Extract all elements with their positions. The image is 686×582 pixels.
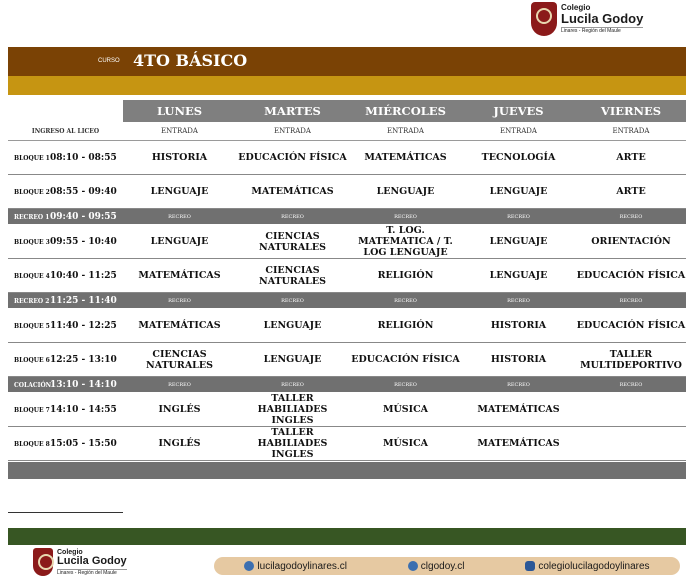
- subject-cell: LENGUAJE: [236, 309, 349, 343]
- subject-cell: CIENCIAS NATURALES: [236, 259, 349, 293]
- day-header-row: [8, 100, 686, 122]
- day-header: JUEVES: [462, 100, 575, 122]
- break-cell: RECREO: [123, 209, 236, 225]
- subject-cell: MÚSICA: [349, 427, 462, 461]
- time-slot-label: [8, 377, 123, 393]
- slot-time: 14:10 - 14:55: [50, 404, 117, 415]
- course-label: CURSO: [98, 58, 120, 64]
- slot-name: COLACIÓN: [14, 381, 52, 389]
- time-slot-label: [8, 259, 123, 293]
- subject-cell: MATEMÁTICAS: [462, 393, 575, 427]
- subject-cell: EDUCACIÓN FÍSICA: [236, 141, 349, 175]
- break-cell: RECREO: [575, 377, 686, 393]
- time-slot-label: [8, 427, 123, 461]
- slot-time: 09:40 - 09:55: [50, 211, 117, 222]
- entry-cell: ENTRADA: [236, 122, 349, 141]
- slot-name: BLOQUE 6: [14, 356, 50, 364]
- subject-cell: ARTE: [575, 141, 686, 175]
- break-cell: RECREO: [349, 209, 462, 225]
- subject-cell: MATEMÁTICAS: [123, 259, 236, 293]
- time-slot-label: [8, 343, 123, 377]
- block-row: [8, 343, 686, 377]
- slot-time: 11:40 - 12:25: [50, 320, 117, 331]
- block-row: [8, 309, 686, 343]
- school-logo-top: [531, 2, 643, 36]
- website-text-2: clgodoy.cl: [420, 560, 465, 572]
- slot-name: BLOQUE 2: [14, 188, 50, 196]
- subject-cell: LENGUAJE: [462, 225, 575, 259]
- day-header: LUNES: [123, 100, 236, 122]
- entry-cell: ENTRADA: [349, 122, 462, 141]
- instagram-text: colegiolucilagodoylinares: [538, 560, 650, 572]
- block-row: [8, 141, 686, 175]
- subject-cell: ORIENTACIÓN: [575, 225, 686, 259]
- subject-cell: HISTORIA: [123, 141, 236, 175]
- subject-cell: INGLÉS: [123, 427, 236, 461]
- website-text: lucilagodoylinares.cl: [257, 560, 347, 572]
- subject-cell: MATEMÁTICAS: [236, 175, 349, 209]
- block-row: [8, 225, 686, 259]
- break-row: [8, 293, 686, 309]
- logo-line3: Linares - Región del Maule: [57, 569, 127, 576]
- block-row: [8, 393, 686, 427]
- time-slot-label: [8, 141, 123, 175]
- slot-name: RECREO 1: [14, 213, 50, 221]
- subject-cell: EDUCACIÓN FÍSICA: [575, 259, 686, 293]
- subject-cell: RELIGIÓN: [349, 259, 462, 293]
- break-cell: RECREO: [462, 377, 575, 393]
- slot-time: 11:25 - 11:40: [50, 295, 117, 306]
- subject-cell: TALLER HABILIADES INGLES: [236, 393, 349, 427]
- slot-name: BLOQUE 3: [14, 238, 50, 246]
- break-cell: RECREO: [123, 377, 236, 393]
- subject-cell: [575, 427, 686, 461]
- subject-cell: ARTE: [575, 175, 686, 209]
- signature-line: [8, 512, 123, 513]
- time-slot-label: [8, 393, 123, 427]
- entry-cell: ENTRADA: [462, 122, 575, 141]
- subject-cell: EDUCACIÓN FÍSICA: [349, 343, 462, 377]
- website-link-2[interactable]: [408, 561, 465, 572]
- break-cell: RECREO: [462, 209, 575, 225]
- break-cell: RECREO: [236, 293, 349, 309]
- globe-icon: [244, 561, 254, 571]
- slot-time: 09:55 - 10:40: [50, 236, 117, 247]
- slot-time: 15:05 - 15:50: [50, 438, 117, 449]
- logo-line3: Linares - Región del Maule: [561, 27, 643, 34]
- subject-cell: MATEMÁTICAS: [349, 141, 462, 175]
- slot-time: 13:10 - 14:10: [50, 379, 117, 390]
- logo-line1: Colegio: [57, 548, 83, 556]
- break-cell: RECREO: [349, 377, 462, 393]
- crest-icon: [33, 548, 53, 576]
- subject-cell: CIENCIAS NATURALES: [236, 225, 349, 259]
- slot-name: RECREO 2: [14, 297, 50, 305]
- instagram-link[interactable]: [525, 561, 649, 572]
- entry-label: INGRESO AL LICEO: [8, 122, 123, 141]
- subject-cell: MÚSICA: [349, 393, 462, 427]
- subject-cell: LENGUAJE: [123, 225, 236, 259]
- subject-cell: T. LOG. MATEMATICA / T. LOG LENGUAJE: [349, 225, 462, 259]
- slot-name: BLOQUE 1: [14, 154, 50, 162]
- slot-name: BLOQUE 4: [14, 272, 50, 280]
- block-row: [8, 427, 686, 461]
- globe-icon: [408, 561, 418, 571]
- crest-icon: [531, 2, 557, 36]
- slot-time: 08:10 - 08:55: [50, 152, 117, 163]
- course-title: 4TO BÁSICO: [133, 51, 248, 70]
- time-slot-label: [8, 293, 123, 309]
- subject-cell: LENGUAJE: [462, 259, 575, 293]
- break-cell: RECREO: [349, 293, 462, 309]
- subject-cell: MATEMÁTICAS: [123, 309, 236, 343]
- day-header: MIÉRCOLES: [349, 100, 462, 122]
- subject-cell: HISTORIA: [462, 343, 575, 377]
- school-logo-bottom: [33, 548, 127, 576]
- block-row: [8, 259, 686, 293]
- block-row: [8, 175, 686, 209]
- subject-cell: [575, 393, 686, 427]
- subject-cell: TECNOLOGÍA: [462, 141, 575, 175]
- slot-time: 12:25 - 13:10: [50, 354, 117, 365]
- slot-time: 08:55 - 09:40: [50, 186, 117, 197]
- subject-cell: HISTORIA: [462, 309, 575, 343]
- website-link[interactable]: [244, 561, 347, 572]
- entry-cell: ENTRADA: [575, 122, 686, 141]
- logo-line1: Colegio: [561, 3, 591, 12]
- table-footer-bar: [8, 462, 686, 479]
- subject-cell: INGLÉS: [123, 393, 236, 427]
- subject-cell: LENGUAJE: [236, 343, 349, 377]
- instagram-icon: [525, 561, 535, 571]
- subject-cell: CIENCIAS NATURALES: [123, 343, 236, 377]
- time-slot-label: [8, 309, 123, 343]
- subject-cell: LENGUAJE: [349, 175, 462, 209]
- entry-row: [8, 122, 686, 141]
- day-header: MARTES: [236, 100, 349, 122]
- slot-name: BLOQUE 7: [14, 406, 50, 414]
- course-banner: [8, 47, 686, 76]
- break-cell: RECREO: [575, 209, 686, 225]
- slot-time: 10:40 - 11:25: [50, 270, 117, 281]
- day-header: VIERNES: [575, 100, 686, 122]
- time-slot-label: [8, 175, 123, 209]
- break-row: [8, 377, 686, 393]
- break-row: [8, 209, 686, 225]
- break-cell: RECREO: [575, 293, 686, 309]
- subject-cell: LENGUAJE: [462, 175, 575, 209]
- green-divider: [8, 528, 686, 545]
- schedule-table: [8, 100, 686, 461]
- break-cell: RECREO: [123, 293, 236, 309]
- gold-divider: [8, 76, 686, 95]
- break-cell: RECREO: [236, 377, 349, 393]
- subject-cell: EDUCACIÓN FÍSICA: [575, 309, 686, 343]
- subject-cell: LENGUAJE: [123, 175, 236, 209]
- time-slot-label: [8, 209, 123, 225]
- social-links-bar: [214, 557, 680, 575]
- entry-cell: ENTRADA: [123, 122, 236, 141]
- subject-cell: TALLER MULTIDEPORTIVO: [575, 343, 686, 377]
- logo-line2: Lucila Godoy: [561, 11, 644, 26]
- subject-cell: RELIGIÓN: [349, 309, 462, 343]
- break-cell: RECREO: [462, 293, 575, 309]
- subject-cell: MATEMÁTICAS: [462, 427, 575, 461]
- subject-cell: TALLER HABILIADES INGLES: [236, 427, 349, 461]
- break-cell: RECREO: [236, 209, 349, 225]
- logo-line2: Lucila Godoy: [57, 554, 127, 567]
- time-slot-label: [8, 225, 123, 259]
- slot-name: BLOQUE 8: [14, 440, 50, 448]
- slot-name: BLOQUE 5: [14, 322, 50, 330]
